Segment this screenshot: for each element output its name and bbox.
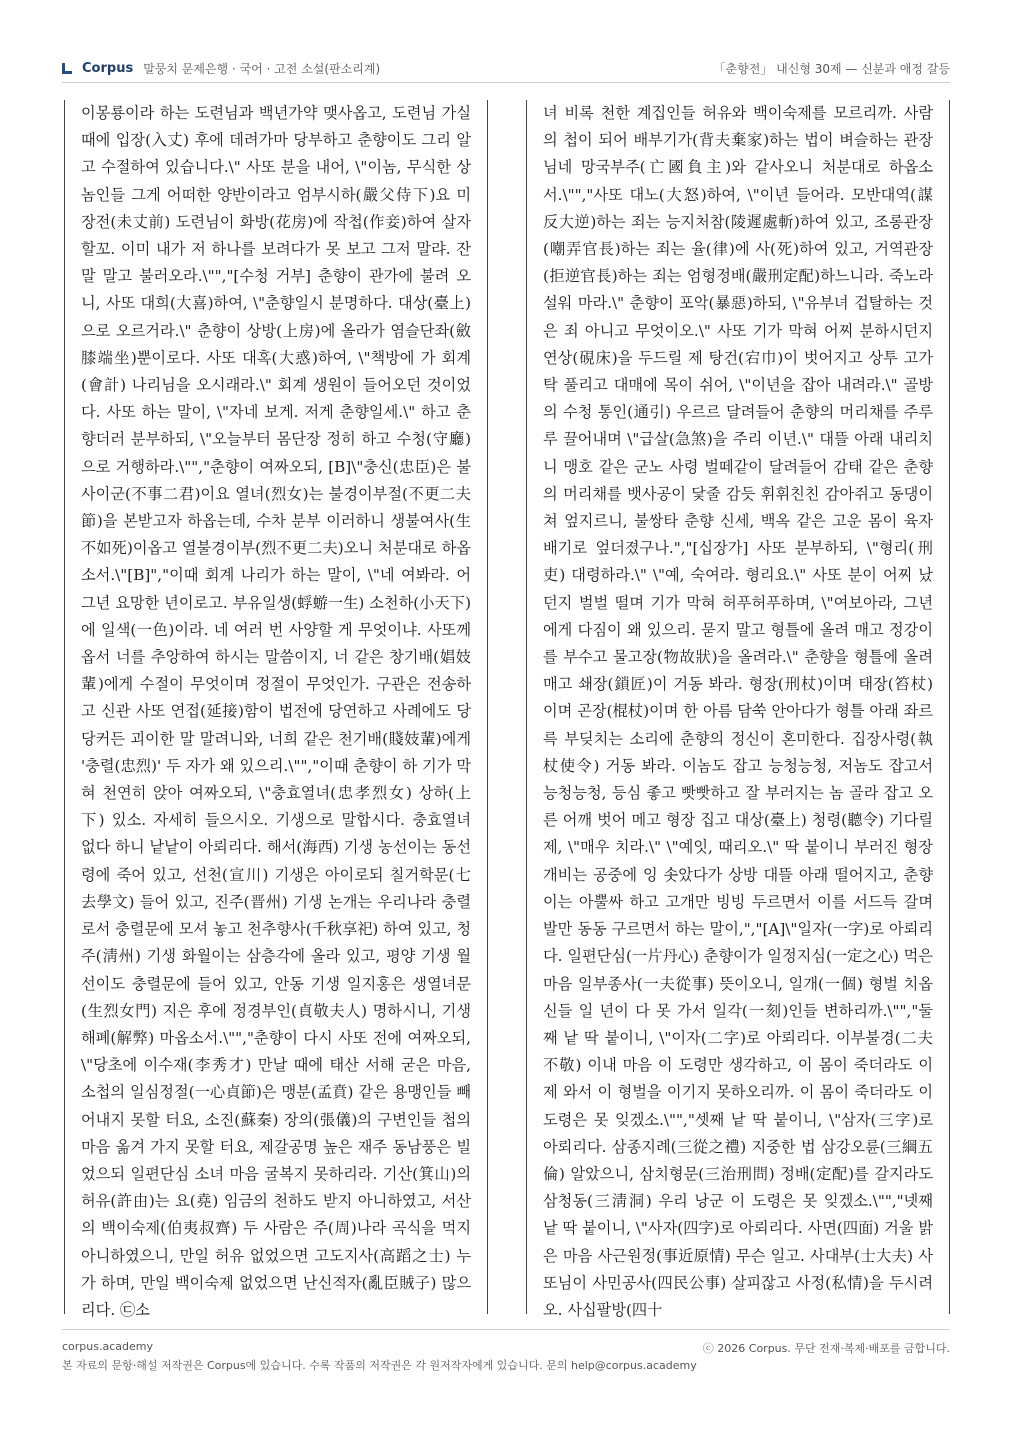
header-subtitle: 말뭉치 문제은행 · 국어 · 고전 소설(판소리계) bbox=[143, 62, 381, 76]
passage-text-right: 녀 비록 천한 계집인들 허유와 백이숙제를 모르리까. 사람의 첩이 되어 배부기가(背夫棄家)하는 법이 벼슬하는 관장님네 망국부주(亡國負主)와 같사오니 처분대로 하옵소서.\"","사또 대노(大怒)하여, \"이년 들어라. 모반대역(謀反大逆)하는 죄는 능지처참(陵遲處斬)하여 있고, 조롱관장(嘲弄官長)하는 죄는 율(律)에 사(死)하여 있고, 거역관장(拒逆官長)하는 죄는 엄형정배(嚴刑定配)하느니라. 죽노라 설워 마라.\" 춘향이 포악(暴惡)하되, \"유부녀 겁탈하는 것은 죄 아니고 무엇이오.\" 사또 기가 막혀 어찌 분하시던지 연상(硯床)을 두드릴 제 탕건(宕巾)이 벗어지고 상투 고가 탁 풀리고 대매에 목이 쉬어, \"이년을 잡아 내려라.\" 골방의 수청 통인(通引) 우르르 달려들어 춘향의 머리채를 주루루 끌어내며 \"급살(急煞)을 주리 이년.\" 대뜰 아래 내리치니 맹호 같은 군노 사령 벌떼같이 달려들어 감태 같은 춘향의 머리채를 뱃사공이 닻줄 감듯 휘휘친친 감아쥐고 동댕이쳐 엎지르니, 불쌍타 춘향 신세, 백옥 같은 고운 몸이 육자배기로 엎더졌구나.","[십장가] 사또 분부하되, \"형리(刑吏) 대령하라.\" \"예, 숙여라. 형리요.\" 사또 분이 어찌 났던지 벌벌 떨며 기가 막혀 허푸허푸하며, \"여보아라, 그년에게 다짐이 왜 있으리. 묻지 말고 형틀에 올려 매고 정강이를 부수고 물고장(物故狀)을 올려라.\" 춘향을 형틀에 올려 매고 쇄장(鎖匠)이 거동 봐라. 형장(刑杖)이며 태장(笞杖)이며 곤장(棍杖)이며 한 아름 담쑥 안아다가 형틀 아래 좌르륵 부딪치는 소리에 춘향의 정신이 혼미한다. 집장사령(執杖使令) 거동 봐라. 이놈도 잡고 능청능청, 저놈도 잡고서 능청능청, 등심 좋고 빳빳하고 잘 부러지는 놈 골라 잡고 오른 어깨 벗어 메고 형장 집고 대상(臺上) 청령(聽令) 기다릴 제, \"매우 치라.\" \"예잇, 때리오.\" 딱 붙이니 부러진 형장개비는 공중에 잉 솟았다가 상방 대뜰 아래 떨어지고, 춘향이는 아뿔싸 하고 고개만 빙빙 두르면서 이를 서드득 갈며 발만 동동 구르면서 하는 말이,","[A]\"일자(一字)로 아뢰리다. 일편단심(一片丹心) 춘향이가 일정지심(一定之心) 먹은 마음 일부종사(一夫從事) 뜻이오니, 일개(一個) 형벌 치옵신들 일 년이 다 못 가서 일각(一刻)인들 변하리까.\"","둘째 낱 딱 붙이니, \"이자(二字)로 아뢰리다. 이부불경(二夫不敬) 이내 마음 이 도령만 생각하고, 이 몸이 죽더라도 이제 와서 이 형벌을 이기지 못하오리까. 이 몸이 죽더라도 이 도령은 못 잊겠소.\"","셋째 낱 딱 붙이니, \"삼자(三字)로 아뢰리다. 삼종지례(三從之禮) 지중한 법 삼강오륜(三綱五倫) 알았으니, 삼치형문(三治刑問) 정배(定配)를 갈지라도 삼청동(三淸洞) 우리 낭군 이 도령은 못 잊겠소.\"","넷째 낱 딱 붙이니, \"사자(四字)로 아뢰리다. 사면(四面) 거울 밝은 마음 사근원정(事近原情) 무슨 일고. 사대부(士大夫) 사또님이 사민공사(四民公事) 살피잖고 사정(私情)을 두시려오. 사십팔방(四十 bbox=[543, 104, 938, 1319]
header-document-title: 「춘향전」 내신형 30제 — 신분과 애정 갈등 bbox=[713, 62, 950, 76]
footer-site-link[interactable]: corpus.academy bbox=[62, 1340, 153, 1353]
passage-text-left: 이몽룡이라 하는 도련님과 백년가약 맺사옵고, 도련님 가실 때에 입장(入丈) 후에 데려가마 당부하고 춘향이도 그리 알고 수절하여 있습니다.\" 사또 분을 내어, \"이놈, 무식한 상놈인들 그게 어떠한 양반이라고 엄부시하(嚴父侍下)요 미장전(未丈前) 도련님이 화방(花房)에 작첩(作妾)하여 살자 할꼬. 이미 내가 저 하나를 보려다가 못 보고 그저 말랴. 잔말 말고 불러오라.\"","[수청 거부] 춘향이 관가에 불려 오니, 사또 대희(大喜)하여, \"춘향일시 분명하다. 대상(臺上)으로 오르거라.\" 춘향이 상방(上房)에 올라가 염슬단좌(斂膝端坐)뿐이로다. 사또 대혹(大惑)하여, \"책방에 가 회계(會計) 나리님을 오시래라.\" 회계 생원이 들어오던 것이었다. 사또 하는 말이, \"자네 보게. 저게 춘향일세.\" 하고 춘향더러 분부하되, \"오늘부터 몸단장 정히 하고 수청(守廳)으로 거행하라.\"","춘향이 여짜오되, [B]\"충신(忠臣)은 불사이군(不事二君)이요 열녀(烈女)는 불경이부절(不更二夫節)을 본받고자 하옵는데, 수차 분부 이러하니 생불여사(生不如死)이옵고 열불경이부(烈不更二夫)오니 처분대로 하옵소서.\"[B]","이때 회계 나리가 하는 말이, \"네 여봐라. 어 그년 요망한 년이로고. 부유일생(蜉蝣一生) 소천하(小天下)에 일색(一色)이라. 네 여러 번 사양할 게 무엇이냐. 사또께옵서 너를 추앙하여 하시는 말씀이지, 너 같은 창기배(娼妓輩)에게 수절이 무엇이며 정절이 무엇인가. 구관은 전송하고 신관 사또 연접(延接)함이 법전에 당연하고 사례에도 당당커든 괴이한 말 말려니와, 너희 같은 천기배(賤妓輩)에게 '충렬(忠烈)' 두 자가 왜 있으리.\"","이때 춘향이 하 기가 막혀 천연히 앉아 여짜오되, \"충효열녀(忠孝烈女) 상하(上下) 있소. 자세히 들으시오. 기생으로 말합시다. 충효열녀 없다 하니 낱낱이 아뢰리다. 해서(海西) 기생 농선이는 동선령에 죽어 있고, 선천(宣川) 기생은 아이로되 칠거학문(七去學文) 들어 있고, 진주(晋州) 기생 논개는 우리나라 충렬로서 충렬문에 모셔 놓고 천추향사(千秋享祀) 하여 있고, 청주(淸州) 기생 화월이는 삼층각에 올라 있고, 평양 기생 월선이도 충렬문에 들어 있고, 안동 기생 일지홍은 생열녀문(生烈女門) 지은 후에 정경부인(貞敬夫人) 명하시니, 기생 해폐(解弊) 마옵소서.\"","춘향이 다시 사또 전에 여짜오되, \"당초에 이수재(李秀才) 만날 때에 태산 서해 굳은 마음, 소첩의 일심정절(一心貞節)은 맹분(孟賁) 같은 용맹인들 빼어내지 못할 터요, 소진(蘇秦) 장의(張儀)의 구변인들 첩의 마음 옮겨 가지 못할 터요, 제갈공명 높은 재주 동남풍은 빌었으되 일편단심 소녀 마음 굴복지 못하리라. 기산(箕山)의 허유(許由)는 요(堯) 임금의 천하도 받지 아니하였고, 서산의 백이숙제(伯夷叔齊) 두 사람은 주(周)나라 곡식을 먹지 아니하였으니, 만일 허유 없었으면 고도지사(高蹈之士) 누가 하며, 만일 백이숙제 없었으면 난신적자(亂臣賊子) 많으리다. ㉢소 bbox=[81, 104, 476, 1319]
brand-name: Corpus bbox=[82, 61, 134, 76]
page-header bbox=[62, 54, 950, 82]
corpus-logo-icon bbox=[62, 63, 72, 74]
passage-column-right bbox=[526, 100, 950, 1319]
brand bbox=[62, 60, 380, 77]
footer-divider bbox=[62, 1329, 950, 1330]
passage-column-left bbox=[64, 100, 488, 1319]
header-divider bbox=[62, 82, 950, 83]
footer-notice: 본 자료의 문항·해설 저작권은 Corpus에 있습니다. 수록 작품의 저작권은 각 원저작자에게 있습니다. 문의 help@corpus.academy bbox=[62, 1359, 697, 1372]
footer-copyright: ⓒ 2026 Corpus. 무단 전재·복제·배포를 금합니다. bbox=[702, 1342, 950, 1355]
footer-line-1 bbox=[62, 1340, 950, 1353]
